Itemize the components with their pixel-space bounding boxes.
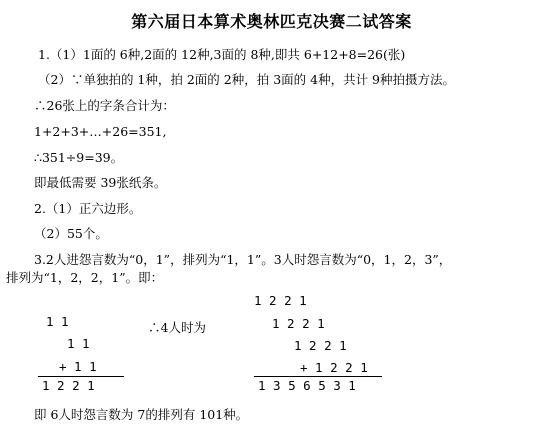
right-addend-2: 1 2 2 1 [272,316,325,331]
answer-1-part-1: 1.（1）1面的 6种,2面的 12种,3面的 8种,即共 6+12+8=26(张) [38,47,406,62]
answer-3-conclusion: 即 6人时怨言数为 7的排列有 101种。 [34,407,249,422]
answer-2-part-1: 2.（1）正六边形。 [34,201,142,216]
answer-2-part-2: （2）55个。 [34,226,108,241]
right-sum-rule [254,376,382,377]
right-sum-result: 1 3 5 6 5 3 1 [258,378,356,393]
answer-1-part-2: （2）∵单独拍的 1种，拍 2面的 2种，拍 3面的 4种，共计 9种拍摄方法。 [38,72,456,87]
answer-1-conclusion: 即最低需要 39张纸条。 [34,175,167,190]
answer-1-sum-intro: ∴26张上的字条合计为： [34,98,175,113]
answer-1-sum: 1+2+3+…+26=351, [34,124,167,139]
left-addend-2: 1 1 [67,336,90,351]
document-title: 第六届日本算术奥林匹克决赛二试答案 [131,12,412,31]
left-sum-result: 1 2 2 1 [42,378,95,393]
left-sum-rule [38,376,124,377]
right-addend-3: 1 2 2 1 [294,338,347,353]
right-addend-1: 1 2 2 1 [254,293,307,308]
answer-3-intro-continued: 排列为“1，2，2，1”。即： [6,270,164,285]
left-addend-1: 1 1 [46,314,69,329]
left-addend-3: + 1 1 [59,359,97,374]
answer-1-division: ∴351÷9=39。 [34,150,124,165]
four-people-label: ∴4人时为 [148,320,206,335]
answer-3-intro: 3.2人进怨言数为“0，1”，排列为“1，1”。3人时怨言数为“0，1，2，3”， [34,252,452,267]
right-addend-4: + 1 2 2 1 [300,360,368,375]
